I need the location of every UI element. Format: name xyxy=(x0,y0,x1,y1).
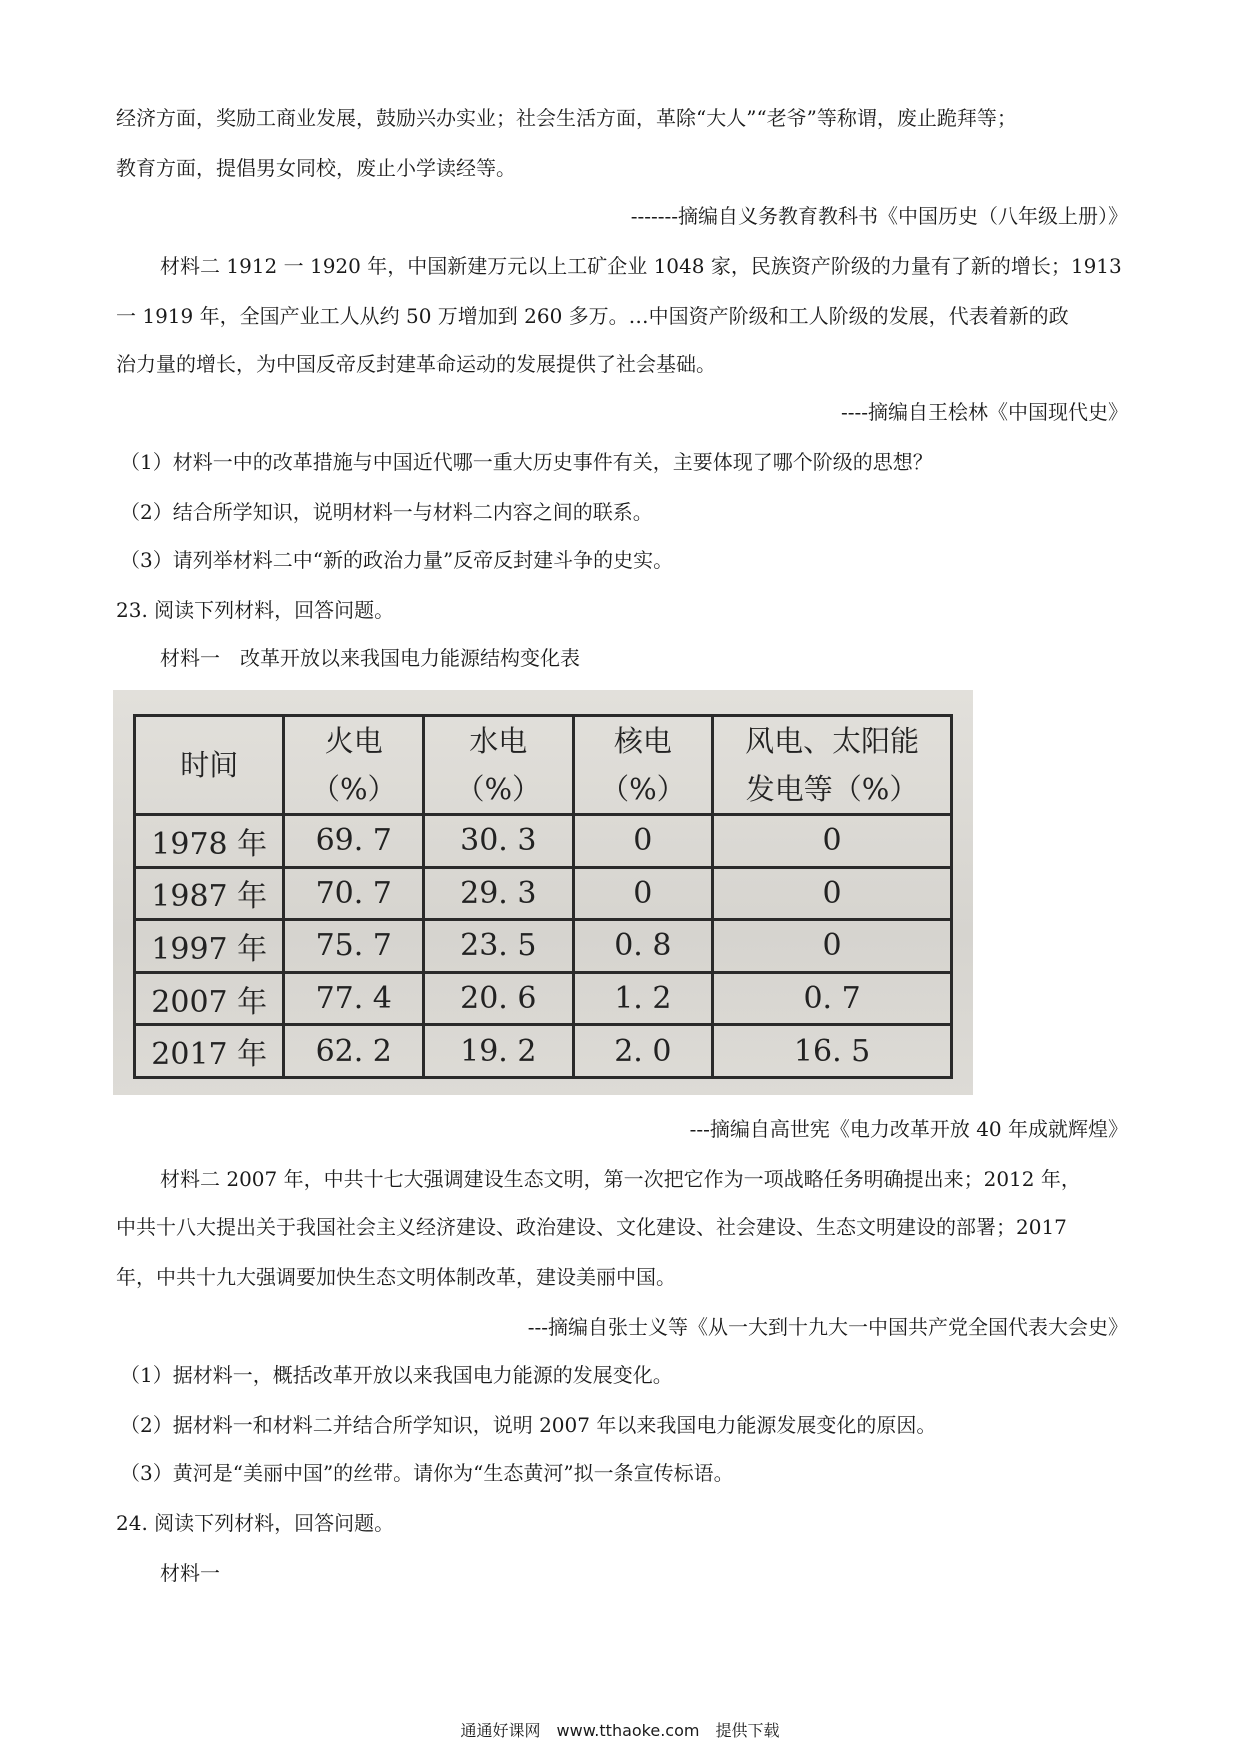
table-cell: 0 xyxy=(573,867,713,920)
table-cell: 69. 7 xyxy=(284,815,424,868)
paragraph-line: 治力量的增长，为中国反帝反封建革命运动的发展提供了社会基础。 xyxy=(116,352,716,376)
table-header-cell: 风电、太阳能 发电等（%） xyxy=(713,716,952,815)
paragraph-line: 材料二 1912 一 1920 年，中国新建万元以上工矿企业 1048 家，民族资产阶级的力量有了新的增长；1913 xyxy=(160,254,1122,278)
table-row xyxy=(135,867,952,920)
table-row xyxy=(135,1025,952,1078)
table-cell: 1997 年 xyxy=(135,920,284,973)
table-header-cell: 核电 （%） xyxy=(573,716,713,815)
table-cell: 0 xyxy=(713,815,952,868)
table-cell: 1987 年 xyxy=(135,867,284,920)
table-cell: 62. 2 xyxy=(284,1025,424,1078)
paragraph-line: 中共十八大提出关于我国社会主义经济建设、政治建设、文化建设、社会建设、生态文明建设的部署；2017 xyxy=(116,1215,1067,1239)
table-row xyxy=(135,815,952,868)
source-citation: ----摘编自王桧林《中国现代史》 xyxy=(840,400,1128,424)
table-cell: 2. 0 xyxy=(573,1025,713,1078)
table-cell: 29. 3 xyxy=(424,867,574,920)
table-cell: 0 xyxy=(713,867,952,920)
question-item: （3）请列举材料二中“新的政治力量”反帝反封建斗争的史实。 xyxy=(120,548,674,572)
table-row xyxy=(135,920,952,973)
table-cell: 77. 4 xyxy=(284,972,424,1025)
paragraph-line: 经济方面，奖励工商业发展，鼓励兴办实业；社会生活方面，革除“大人”“老爷”等称谓，废止跪拜等； xyxy=(116,106,1017,130)
question-title: 24. 阅读下列材料，回答问题。 xyxy=(116,1511,395,1535)
table-cell: 0. 7 xyxy=(713,972,952,1025)
table-cell: 2007 年 xyxy=(135,972,284,1025)
table-row xyxy=(135,972,952,1025)
table-cell: 20. 6 xyxy=(424,972,574,1025)
table-header-row xyxy=(135,716,952,815)
table-cell: 0 xyxy=(573,815,713,868)
energy-structure-table xyxy=(133,714,953,1079)
table-cell: 30. 3 xyxy=(424,815,574,868)
table-header-cell: 水电 （%） xyxy=(424,716,574,815)
table-cell: 1978 年 xyxy=(135,815,284,868)
source-citation: -------摘编自义务教育教科书《中国历史（八年级上册）》 xyxy=(630,204,1128,228)
question-item: （3）黄河是“美丽中国”的丝带。请你为“生态黄河”拟一条宣传标语。 xyxy=(120,1461,734,1485)
source-citation: ---摘编自张士义等《从一大到十九大一中国共产党全国代表大会史》 xyxy=(527,1315,1128,1339)
table-header-cell: 时间 xyxy=(135,716,284,815)
table-cell: 16. 5 xyxy=(713,1025,952,1078)
table-cell: 0. 8 xyxy=(573,920,713,973)
question-item: （2）结合所学知识，说明材料一与材料二内容之间的联系。 xyxy=(120,500,653,524)
paragraph-line: 材料二 2007 年，中共十七大强调建设生态文明，第一次把它作为一项战略任务明确提出来；2012 年， xyxy=(160,1167,1081,1191)
table-cell: 70. 7 xyxy=(284,867,424,920)
table-cell: 1. 2 xyxy=(573,972,713,1025)
table-cell: 0 xyxy=(713,920,952,973)
question-item: （2）据材料一和材料二并结合所学知识，说明 2007 年以来我国电力能源发展变化的原因。 xyxy=(120,1413,937,1437)
source-citation: ---摘编自高世宪《电力改革开放 40 年成就辉煌》 xyxy=(689,1117,1128,1141)
energy-table-photo xyxy=(113,690,973,1095)
table-header-cell: 火电 （%） xyxy=(284,716,424,815)
question-title: 23. 阅读下列材料，回答问题。 xyxy=(116,598,395,622)
table-cell: 2017 年 xyxy=(135,1025,284,1078)
question-item: （1）材料一中的改革措施与中国近代哪一重大历史事件有关，主要体现了哪个阶级的思想？ xyxy=(120,450,933,474)
table-cell: 75. 7 xyxy=(284,920,424,973)
paragraph-line: 一 1919 年，全国产业工人从约 50 万增加到 260 多万。…中国资产阶级和工人阶级的发展，代表着新的政 xyxy=(116,304,1069,328)
material-caption: 材料一 改革开放以来我国电力能源结构变化表 xyxy=(160,646,580,670)
paragraph-line: 教育方面，提倡男女同校，废止小学读经等。 xyxy=(116,156,516,180)
table-cell: 23. 5 xyxy=(424,920,574,973)
paragraph-line: 年，中共十九大强调要加快生态文明体制改革，建设美丽中国。 xyxy=(116,1265,676,1289)
question-item: （1）据材料一，概括改革开放以来我国电力能源的发展变化。 xyxy=(120,1363,673,1387)
table-cell: 19. 2 xyxy=(424,1025,574,1078)
material-caption: 材料一 xyxy=(160,1561,220,1585)
page-footer: 通通好课网 www.tthaoke.com 提供下载 xyxy=(460,1721,780,1740)
